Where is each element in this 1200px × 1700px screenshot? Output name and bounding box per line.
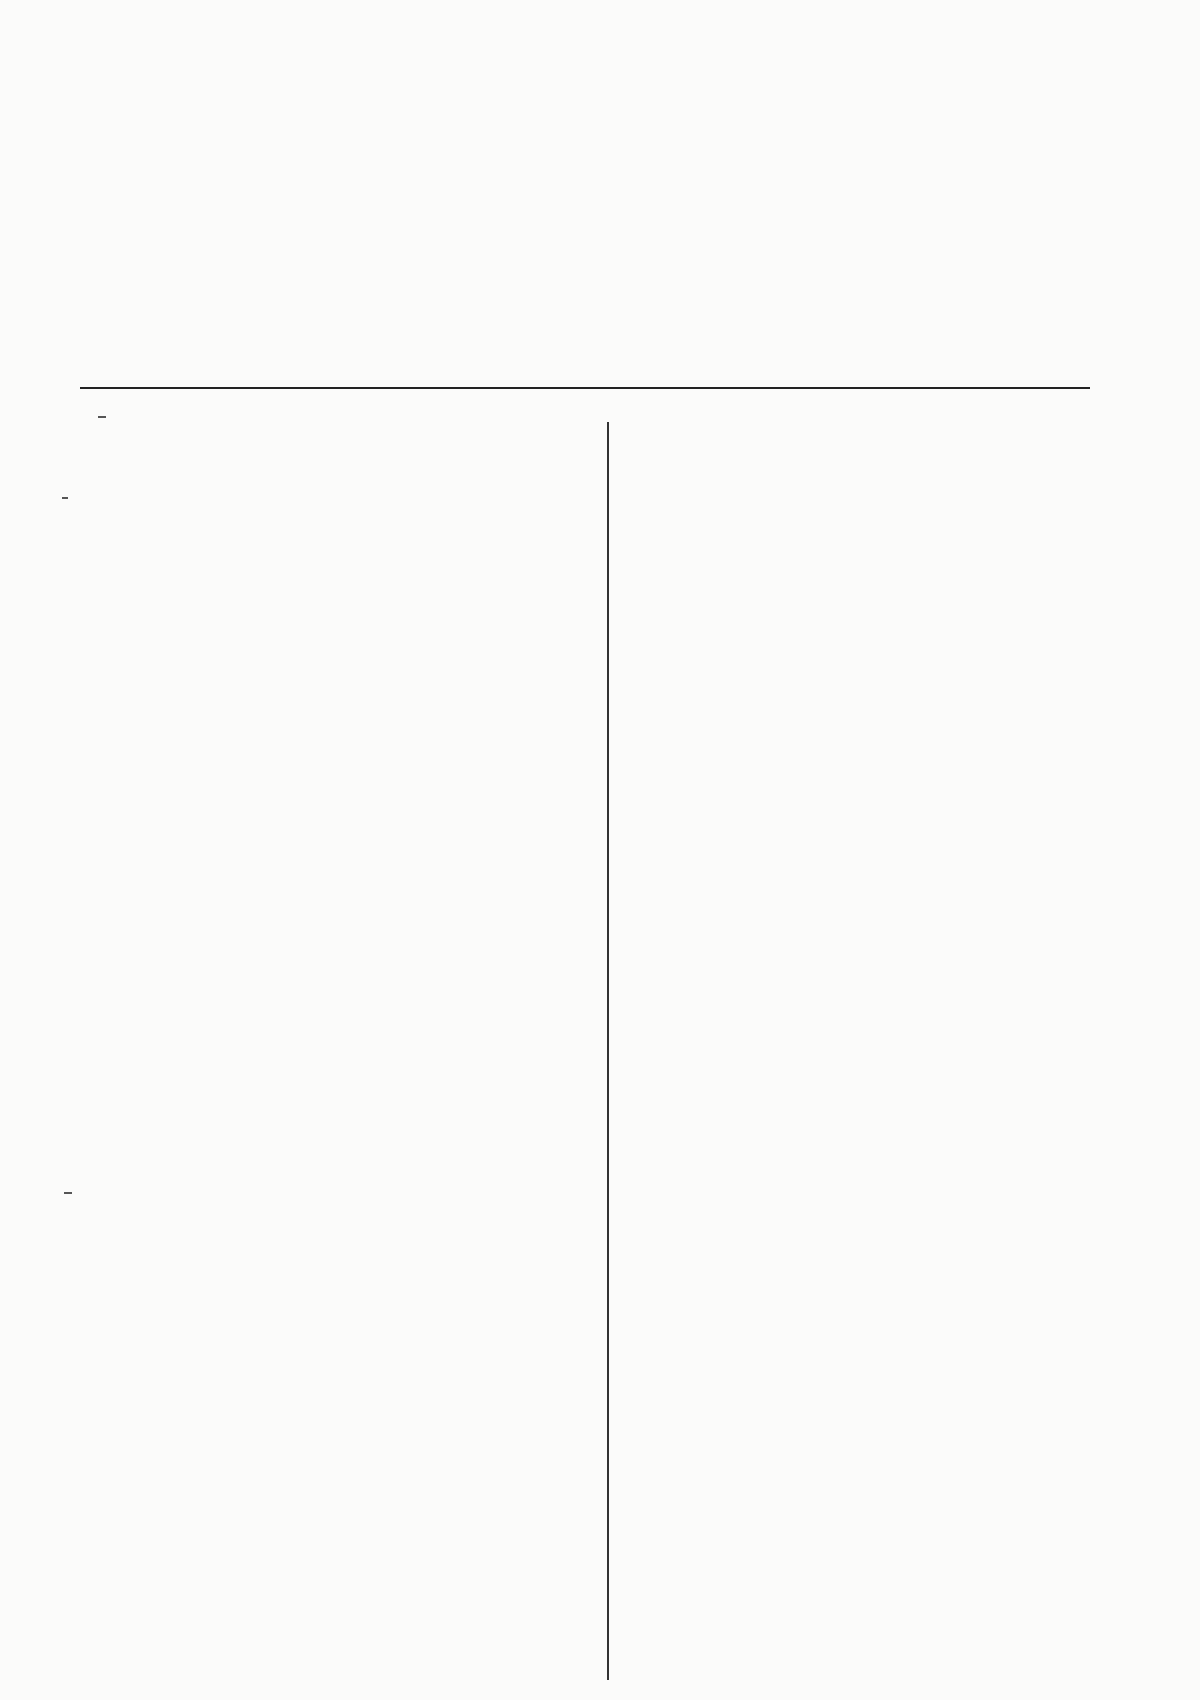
section-divider (80, 387, 1090, 389)
scan-mark (64, 1192, 72, 1194)
scan-mark (62, 497, 68, 499)
footnotes-left-column (96, 422, 609, 1680)
footnotes-right-column (622, 432, 1092, 1690)
scan-mark (98, 416, 106, 418)
page-number-label (1082, 14, 1172, 16)
